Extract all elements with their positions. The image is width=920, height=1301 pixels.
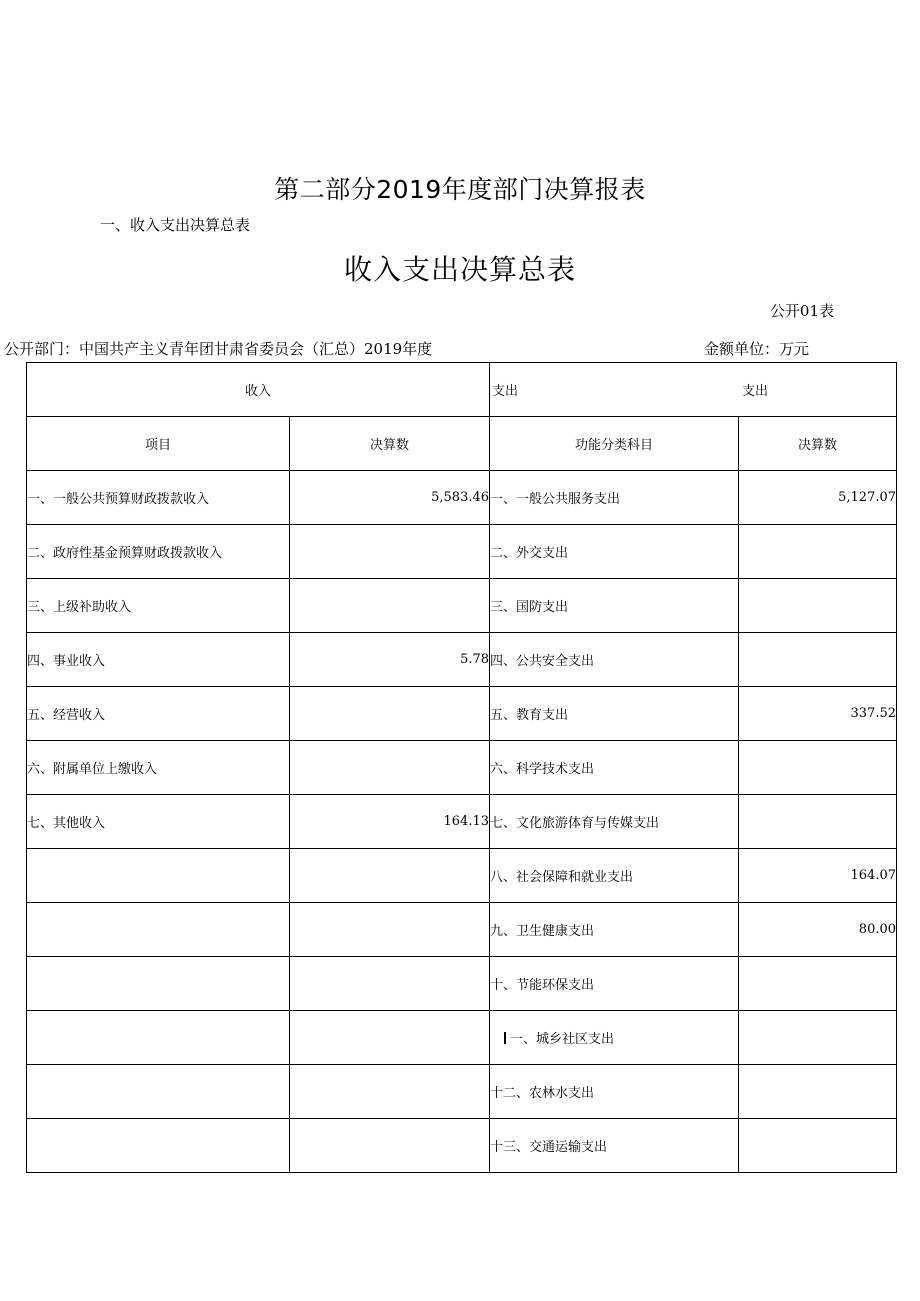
income-amount: [290, 687, 490, 741]
table-title: 收入支出决算总表: [343, 253, 576, 286]
expense-amount: [739, 633, 897, 687]
income-amount: [290, 579, 490, 633]
income-amount: [290, 1119, 490, 1173]
expense-amount: [739, 579, 897, 633]
income-item: 七、其他收入: [27, 795, 290, 849]
expense-amount: [739, 1011, 897, 1065]
expense-item: 三、国防支出: [490, 579, 739, 633]
income-item: 二、政府性基金预算财政拨款收入: [27, 525, 290, 579]
expense-item: 一、一般公共服务支出: [490, 471, 739, 525]
income-amount: [290, 957, 490, 1011]
expense-amount: 337.52: [739, 687, 897, 741]
income-item: [27, 957, 290, 1011]
amount-unit: 金额单位：万元: [704, 340, 810, 358]
amount-header: 决算数: [290, 417, 490, 471]
section-title: 一、收入支出决算总表: [100, 216, 251, 234]
expense-header: [490, 363, 897, 417]
expense-item: 十三、交通运输支出: [490, 1119, 739, 1173]
document-heading: 第二部分2019年度部门决算报表: [274, 175, 646, 204]
expense-item: 二、外交支出: [490, 525, 739, 579]
expense-header-left: 支出: [492, 384, 519, 399]
expense-item: 十二、农林水支出: [490, 1065, 739, 1119]
expense-amount: 164.07: [739, 849, 897, 903]
income-item: [27, 849, 290, 903]
expense-amount: [739, 1065, 897, 1119]
expense-amount: [739, 1119, 897, 1173]
income-amount: 5.78: [290, 633, 490, 687]
income-amount: [290, 1011, 490, 1065]
income-item: [27, 1065, 290, 1119]
table-row: [27, 957, 897, 1011]
table-row: [27, 525, 897, 579]
table-row: [27, 741, 897, 795]
table-row: [27, 903, 897, 957]
table-row: [27, 849, 897, 903]
item-header: 项目: [27, 417, 290, 471]
income-item: [27, 903, 290, 957]
expense-item: 九、卫生健康支出: [490, 903, 739, 957]
income-amount: 164.13: [290, 795, 490, 849]
expense-amount: [739, 795, 897, 849]
expense-item: 四、公共安全支出: [490, 633, 739, 687]
income-item: 三、上级补助收入: [27, 579, 290, 633]
table-row: [27, 795, 897, 849]
expense-amount: [739, 525, 897, 579]
expense-item-text: 一、城乡社区支出: [510, 1032, 615, 1047]
expense-item: 八、社会保障和就业支出: [490, 849, 739, 903]
table-row: [27, 1065, 897, 1119]
income-item: 六、附属单位上缴收入: [27, 741, 290, 795]
table-row: [27, 1119, 897, 1173]
expense-item: 十、节能环保支出: [490, 957, 739, 1011]
income-item: 四、事业收入: [27, 633, 290, 687]
expense-item: 七、文化旅游体育与传媒支出: [490, 795, 739, 849]
table-row: [27, 579, 897, 633]
amount-header-2: 决算数: [739, 417, 897, 471]
expense-amount: [739, 741, 897, 795]
header-row-1: [27, 363, 897, 417]
department-line: 公开部门：中国共产主义青年团甘肃省委员会（汇总）2019年度: [4, 340, 433, 358]
income-amount: [290, 741, 490, 795]
expense-item: 五、教育支出: [490, 687, 739, 741]
income-item: [27, 1011, 290, 1065]
cursor-mark-icon: [504, 1032, 506, 1044]
category-header: 功能分类科目: [490, 417, 739, 471]
income-item: 一、一般公共预算财政拨款收入: [27, 471, 290, 525]
expense-amount: [739, 957, 897, 1011]
income-amount: [290, 1065, 490, 1119]
expense-item: [490, 1011, 739, 1065]
expense-amount: 5,127.07: [739, 471, 897, 525]
table-row: [27, 471, 897, 525]
income-amount: [290, 849, 490, 903]
table-row: [27, 1011, 897, 1065]
income-item: 五、经营收入: [27, 687, 290, 741]
expense-amount: 80.00: [739, 903, 897, 957]
income-amount: [290, 525, 490, 579]
header-row-2: [27, 417, 897, 471]
income-header: 收入: [27, 363, 490, 417]
income-item: [27, 1119, 290, 1173]
form-code: 公开01表: [769, 302, 834, 320]
expense-header-right: 支出: [742, 384, 769, 399]
income-amount: 5,583.46: [290, 471, 490, 525]
table-row: [27, 633, 897, 687]
summary-table: [26, 362, 897, 1173]
table-row: [27, 687, 897, 741]
expense-item: 六、科学技术支出: [490, 741, 739, 795]
income-amount: [290, 903, 490, 957]
